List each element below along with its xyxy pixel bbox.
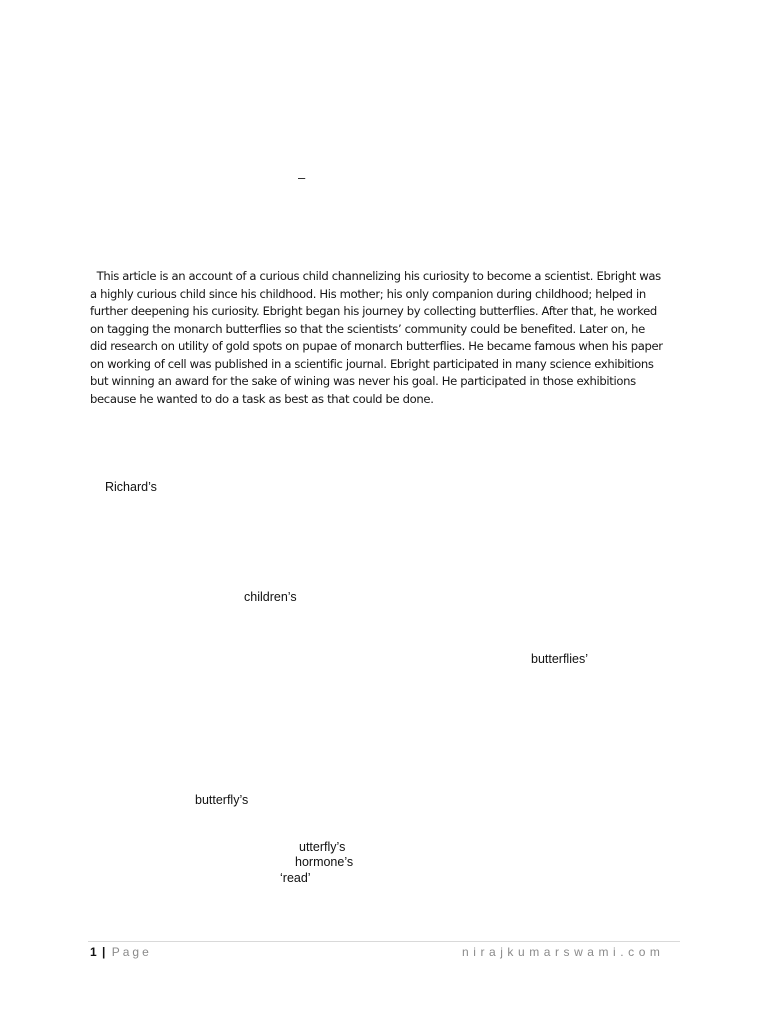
fragment-childrens: children’s [244,590,297,604]
paragraph-line: on tagging the monarch butterflies so that the scientists’ community could be benefited. Later on, he [90,321,645,336]
paragraph-line: because he wanted to do a task as best as that could be done. [90,391,434,406]
fragment-read: ‘read’ [280,871,311,885]
footer-divider [88,941,680,942]
fragment-utterflys: utterfly’s [299,840,346,854]
paragraph-line: further deepening his curiosity. Ebright began his journey by collecting butterflies. After that, he worked [90,304,657,318]
page-word: Page [111,945,152,959]
footer-site: nirajkumarswami.com [462,945,665,959]
footer-page-label [90,944,152,960]
paragraph-line: did research on utility of gold spots on pupae of monarch butterflies. He became famous when his paper [90,339,663,353]
paragraph-line: a highly curious child since his childhood. His mother; his only companion during childhood; helped in [90,286,646,301]
paragraph-line: but winning an award for the sake of wining was never his goal. He participated in those exhibitions [90,374,636,388]
paragraph-line: This article is an account of a curious child channelizing his curiosity to become a scientist. Ebright was [90,269,661,283]
fragment-butterflys: butterfly’s [195,793,249,807]
page-number: 1 [90,945,97,959]
fragment-richards: Richard’s [105,480,157,494]
footer-separator: | [102,945,106,959]
fragment-butterflies: butterflies’ [531,652,588,666]
paragraph-line: on working of cell was published in a scientific journal. Ebright participated in many science exhibitions [90,356,654,371]
dash-mark: – [298,170,306,185]
summary-paragraph [90,268,690,408]
fragment-hormones: hormone’s [295,855,354,869]
